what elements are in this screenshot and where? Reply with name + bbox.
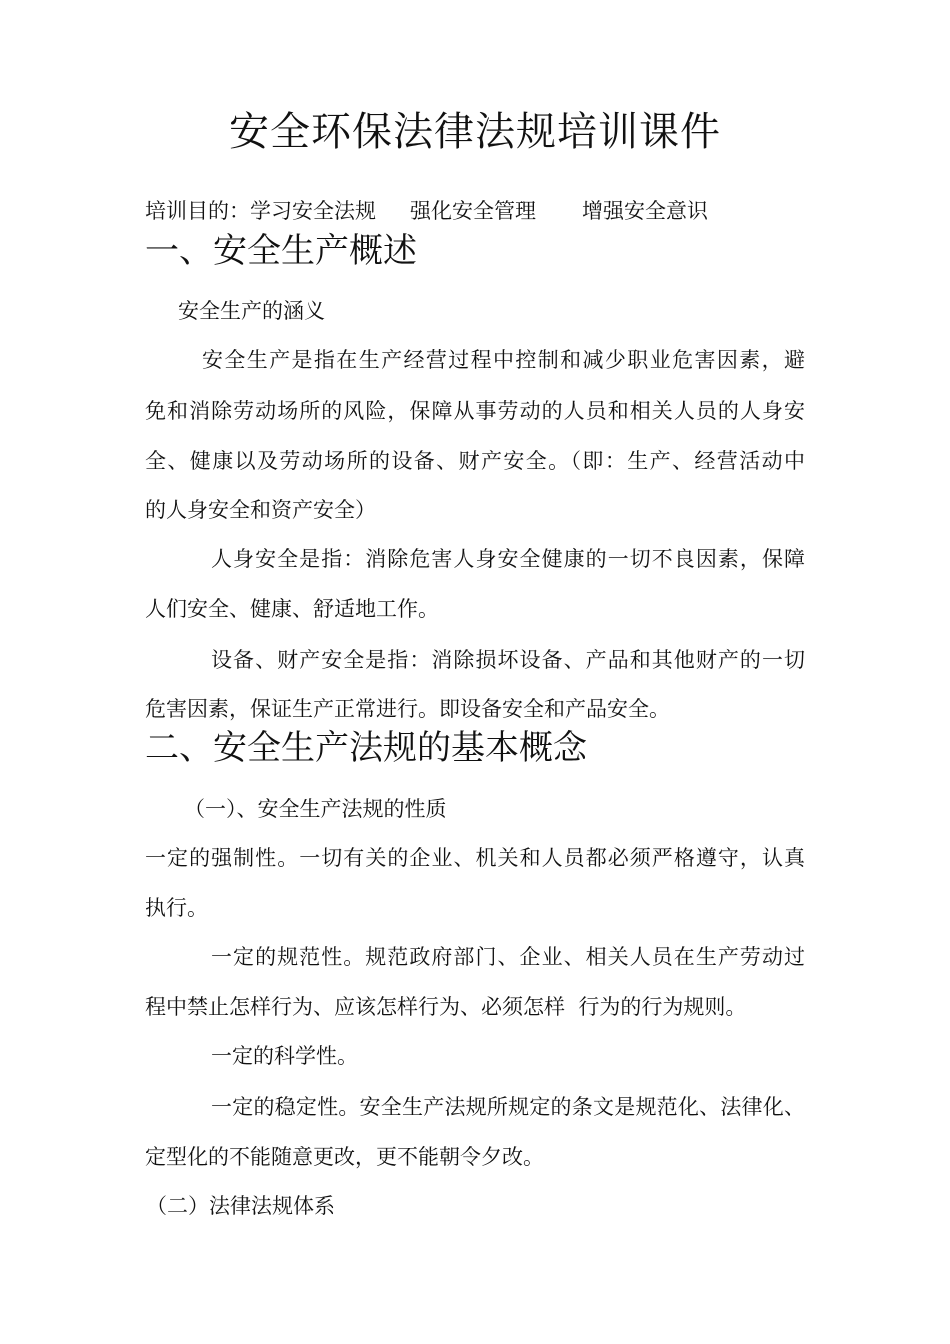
section2-para4-line1: 一定的稳定性。安全生产法规所规定的条文是规范化、法律化、 [211,1095,805,1119]
section2-para4-line2: 定型化的不能随意更改，更不能朝令夕改。 [145,1145,544,1169]
document-title: 安全环保法律法规培训课件 [229,109,721,155]
section1-subheading: 安全生产的涵义 [178,299,325,323]
section1-para3-line1: 设备、财产安全是指：消除损坏设备、产品和其他财产的一切 [211,648,805,672]
section1-para2-line2: 人们安全、健康、舒适地工作。 [145,597,439,621]
section2-subheading2: （二）法律法规体系 [146,1194,335,1218]
section2-heading: 二、安全生产法规的基本概念 [145,728,587,768]
section1-para1-line4: 的人身安全和资产安全） [145,498,376,522]
section2-para2-line1: 一定的规范性。规范政府部门、企业、相关人员在生产劳动过 [211,945,805,969]
section1-para2-line1: 人身安全是指：消除危害人身安全健康的一切不良因素，保障 [211,547,805,571]
section2-para1-line1: 一定的强制性。一切有关的企业、机关和人员都必须严格遵守，认真 [145,846,805,870]
purpose-prefix: 培训目的：学习安全法规 [145,199,376,223]
section1-heading: 一、安全生产概述 [145,231,417,271]
training-purpose [145,196,708,226]
purpose-item-3: 增强安全意识 [582,199,708,223]
section2-subheading1: （一）、安全生产法规的性质 [184,797,447,821]
section1-para1-line3: 全、健康以及劳动场所的设备、财产安全。（即：生产、经营活动中 [145,449,805,473]
section2-para1-line2: 执行。 [145,896,208,920]
section2-para3: 一定的科学性。 [211,1044,358,1068]
section2-para2-line2: 程中禁止怎样行为、应该怎样行为、必须怎样 行为的行为规则。 [145,995,747,1019]
section1-para3-line2: 危害因素，保证生产正常进行。即设备安全和产品安全。 [145,697,670,721]
purpose-item-2: 强化安全管理 [410,199,536,223]
section1-para1-line1: 安全生产是指在生产经营过程中控制和减少职业危害因素，避 [202,348,805,372]
section1-para1-line2: 免和消除劳动场所的风险，保障从事劳动的人员和相关人员的人身安 [145,399,805,423]
